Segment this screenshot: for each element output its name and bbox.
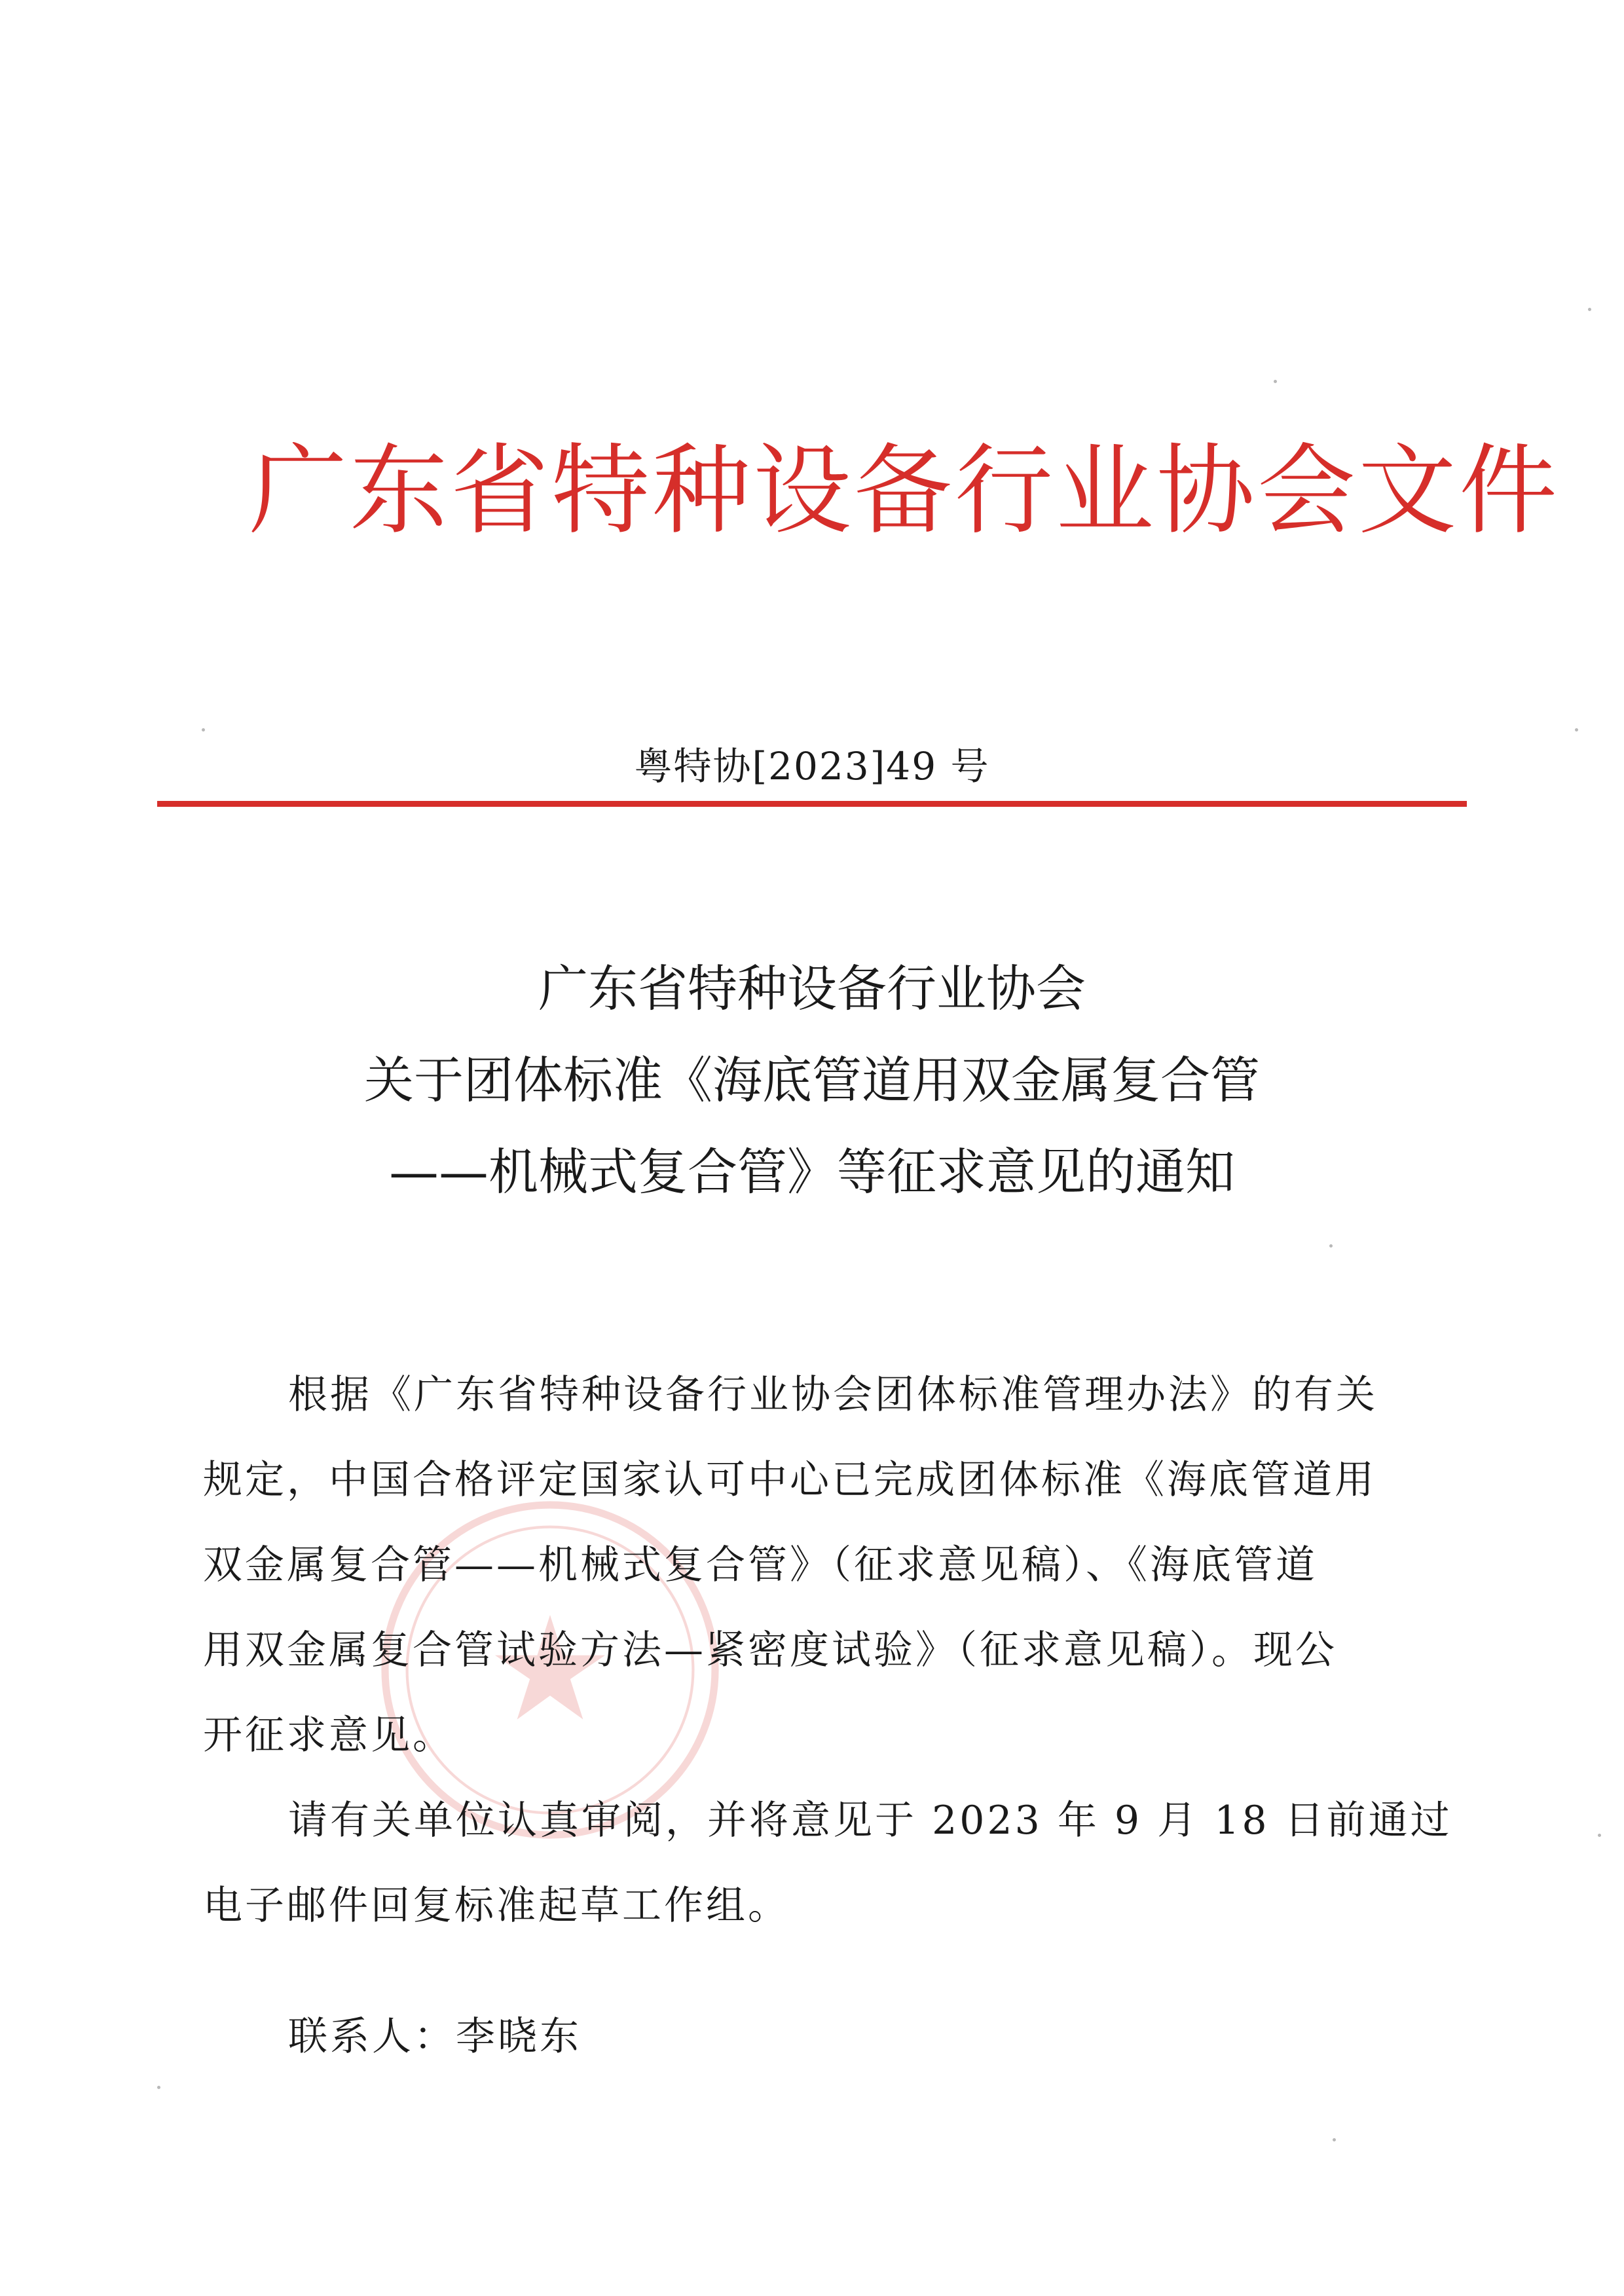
notice-title-line-2: 关于团体标准《海底管道用双金属复合管	[364, 1051, 1260, 1109]
body-paragraph-1-line-2: 规定，中国合格评定国家认可中心已完成团体标准《海底管道用	[203, 1457, 1376, 1503]
notice-title-line-3: ——机械式复合管》等征求意见的通知	[389, 1143, 1235, 1201]
org-header-title: 广东省特种设备行业协会文件	[249, 434, 1560, 548]
scan-speck	[1575, 728, 1578, 731]
scan-speck	[157, 2086, 160, 2089]
scan-speck	[1598, 1834, 1601, 1837]
notice-title-line-1: 广东省特种设备行业协会	[538, 959, 1086, 1018]
contact-person: 联系人：李晓东	[288, 2014, 581, 2060]
body-paragraph-1-line-4: 用双金属复合管试验方法—紧密度试验》（征求意见稿）。现公	[203, 1627, 1337, 1673]
red-divider-line	[157, 801, 1467, 807]
body-paragraph-2-line-1: 请有关单位认真审阅，并将意见于 2023 年 9 月 18 日前通过	[288, 1798, 1452, 1843]
scan-speck	[202, 728, 205, 731]
body-paragraph-1-line-3: 双金属复合管——机械式复合管》（征求意见稿）、《海底管道	[203, 1542, 1318, 1588]
scan-speck	[1588, 308, 1591, 311]
body-paragraph-1-line-1: 根据《广东省特种设备行业协会团体标准管理办法》的有关	[288, 1372, 1378, 1418]
body-paragraph-2-line-2: 电子邮件回复标准起草工作组。	[203, 1883, 790, 1929]
body-paragraph-1-line-5: 开征求意见。	[203, 1713, 454, 1758]
scan-speck	[1329, 1244, 1333, 1248]
scan-speck	[1333, 2138, 1336, 2141]
document-number: 粤特协[2023]49 号	[634, 744, 990, 788]
scan-speck	[1274, 380, 1277, 383]
